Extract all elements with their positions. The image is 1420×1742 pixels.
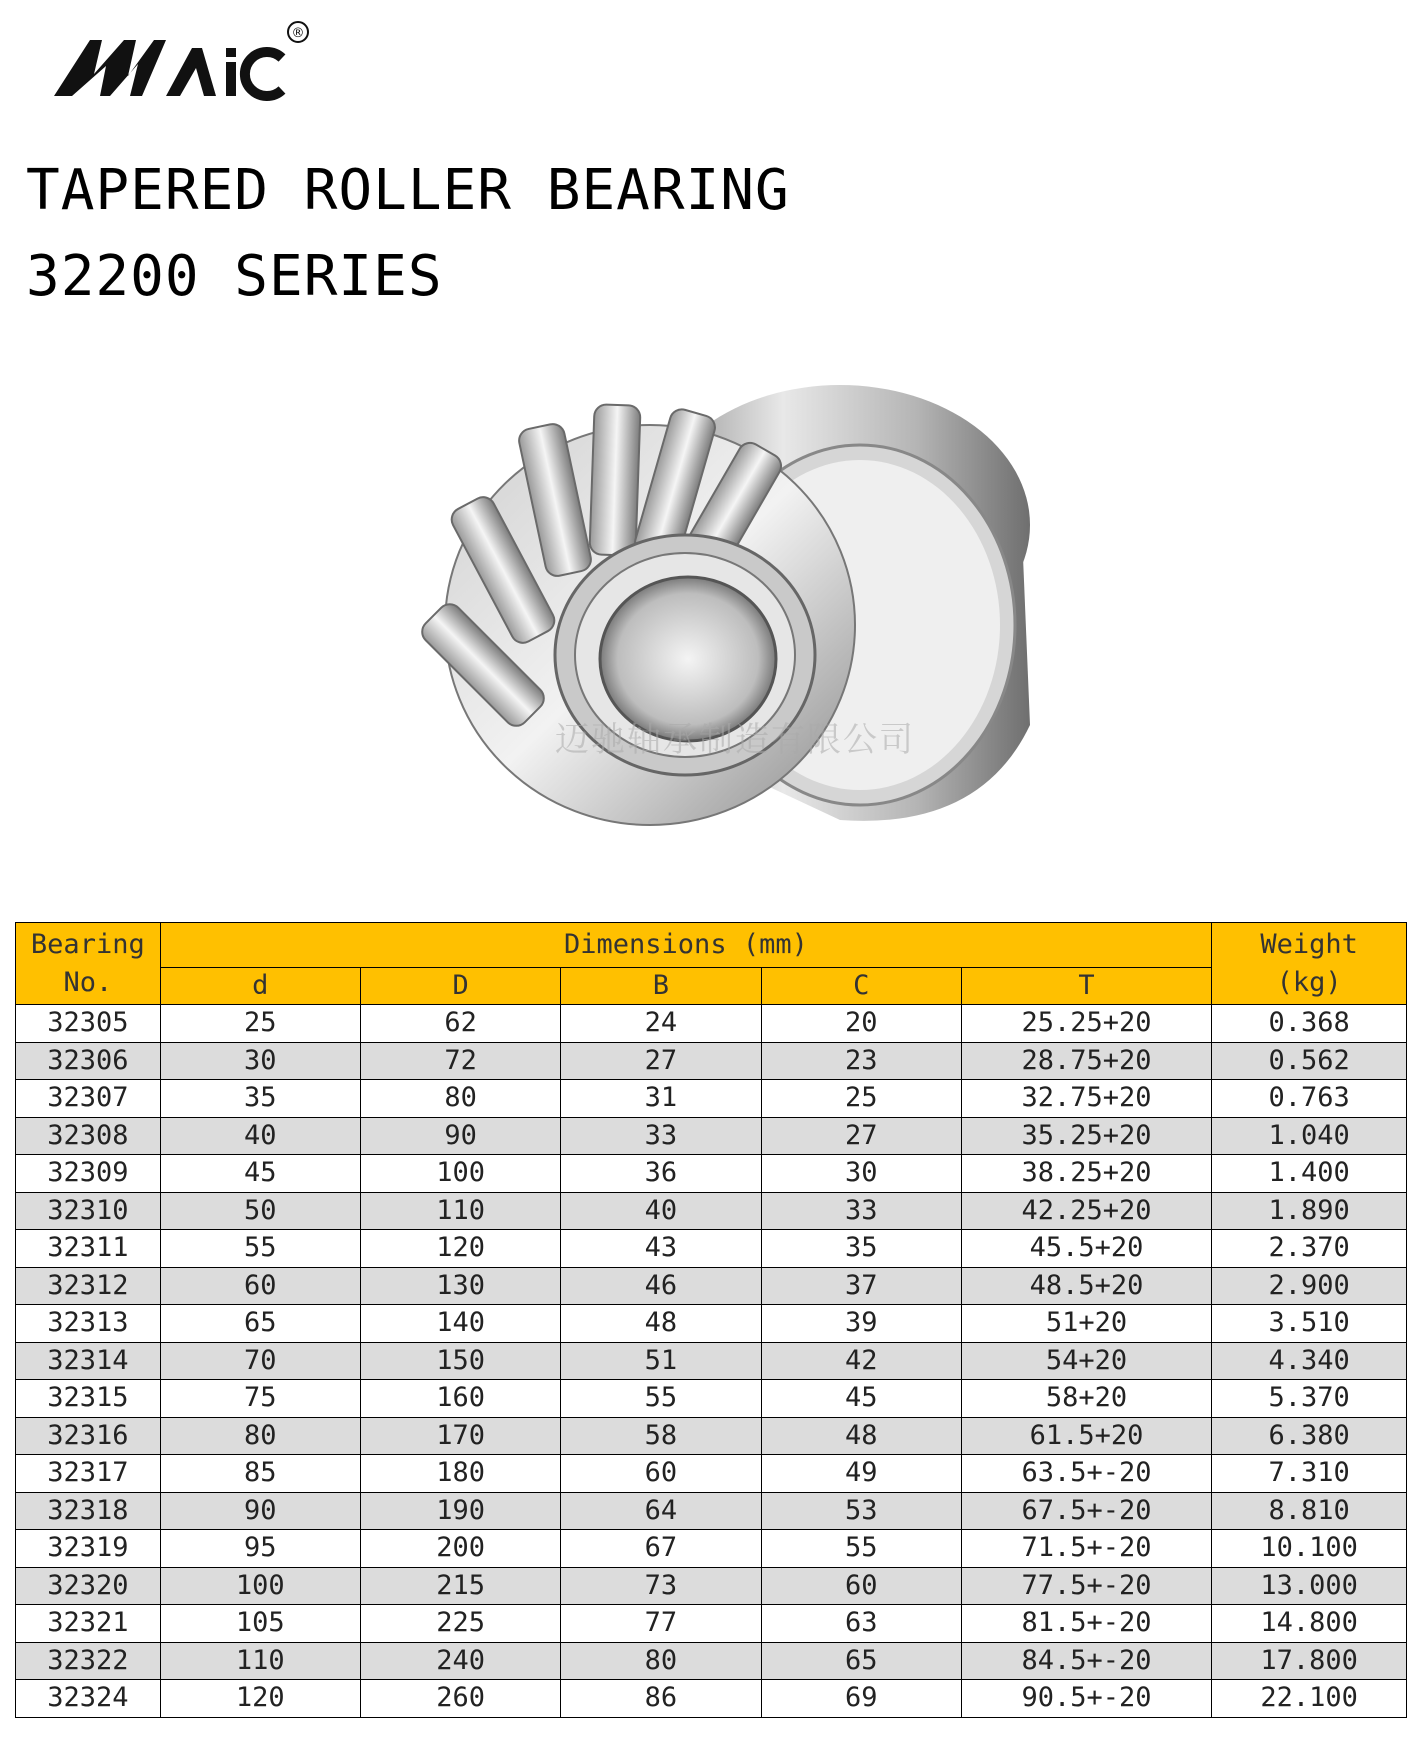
cell-D: 190 bbox=[360, 1492, 560, 1530]
table-row bbox=[16, 1342, 1407, 1380]
cell-D: 160 bbox=[360, 1380, 560, 1418]
cell-weight: 13.000 bbox=[1212, 1567, 1407, 1605]
cell-D: 72 bbox=[360, 1042, 560, 1080]
cell-weight: 0.763 bbox=[1212, 1080, 1407, 1118]
cell-d: 100 bbox=[160, 1567, 360, 1605]
cell-D: 170 bbox=[360, 1417, 560, 1455]
cell-B: 73 bbox=[561, 1567, 761, 1605]
cell-T: 35.25+20 bbox=[961, 1117, 1211, 1155]
header-weight: Weight (kg) bbox=[1212, 923, 1407, 1005]
cell-B: 33 bbox=[561, 1117, 761, 1155]
table-row bbox=[16, 1605, 1407, 1643]
cell-T: 77.5+-20 bbox=[961, 1567, 1211, 1605]
bearing-spec-table bbox=[15, 922, 1407, 1718]
table-row bbox=[16, 1230, 1407, 1268]
tapered-roller-bearing-image bbox=[420, 325, 1120, 900]
cell-T: 84.5+-20 bbox=[961, 1642, 1211, 1680]
watermark-text: 迈驰轴承制造有限公司 bbox=[555, 720, 915, 760]
cell-T: 63.5+-20 bbox=[961, 1455, 1211, 1493]
header-dimensions: Dimensions (mm) bbox=[160, 923, 1212, 968]
cell-D: 240 bbox=[360, 1642, 560, 1680]
header-col-B: B bbox=[561, 968, 761, 1005]
cell-C: 27 bbox=[761, 1117, 961, 1155]
cell-C: 65 bbox=[761, 1642, 961, 1680]
cell-bearing-no: 32321 bbox=[16, 1605, 161, 1643]
cell-B: 77 bbox=[561, 1605, 761, 1643]
table-row bbox=[16, 1642, 1407, 1680]
cell-d: 60 bbox=[160, 1267, 360, 1305]
cell-D: 62 bbox=[360, 1005, 560, 1043]
cell-bearing-no: 32309 bbox=[16, 1155, 161, 1193]
cell-weight: 8.810 bbox=[1212, 1492, 1407, 1530]
cell-C: 37 bbox=[761, 1267, 961, 1305]
header-col-d: d bbox=[160, 968, 360, 1005]
cell-weight: 2.370 bbox=[1212, 1230, 1407, 1268]
cell-C: 49 bbox=[761, 1455, 961, 1493]
cell-bearing-no: 32324 bbox=[16, 1680, 161, 1718]
cell-d: 95 bbox=[160, 1530, 360, 1568]
cell-d: 75 bbox=[160, 1380, 360, 1418]
cell-D: 80 bbox=[360, 1080, 560, 1118]
table-row bbox=[16, 1680, 1407, 1718]
cell-weight: 1.890 bbox=[1212, 1192, 1407, 1230]
cell-d: 70 bbox=[160, 1342, 360, 1380]
cell-weight: 3.510 bbox=[1212, 1305, 1407, 1343]
cell-D: 180 bbox=[360, 1455, 560, 1493]
table-row bbox=[16, 1492, 1407, 1530]
cell-weight: 0.368 bbox=[1212, 1005, 1407, 1043]
cell-T: 42.25+20 bbox=[961, 1192, 1211, 1230]
cell-C: 23 bbox=[761, 1042, 961, 1080]
header-col-T: T bbox=[961, 968, 1211, 1005]
cell-D: 260 bbox=[360, 1680, 560, 1718]
cell-T: 45.5+20 bbox=[961, 1230, 1211, 1268]
bearing-photo bbox=[420, 325, 1120, 900]
table-row bbox=[16, 1192, 1407, 1230]
cell-B: 60 bbox=[561, 1455, 761, 1493]
cell-D: 130 bbox=[360, 1267, 560, 1305]
table-row bbox=[16, 1117, 1407, 1155]
cell-D: 100 bbox=[360, 1155, 560, 1193]
cell-B: 67 bbox=[561, 1530, 761, 1568]
cell-bearing-no: 32319 bbox=[16, 1530, 161, 1568]
cell-d: 55 bbox=[160, 1230, 360, 1268]
cell-T: 28.75+20 bbox=[961, 1042, 1211, 1080]
cell-C: 53 bbox=[761, 1492, 961, 1530]
cell-weight: 10.100 bbox=[1212, 1530, 1407, 1568]
cell-bearing-no: 32312 bbox=[16, 1267, 161, 1305]
cell-d: 25 bbox=[160, 1005, 360, 1043]
cell-d: 50 bbox=[160, 1192, 360, 1230]
cell-d: 80 bbox=[160, 1417, 360, 1455]
cell-weight: 7.310 bbox=[1212, 1455, 1407, 1493]
cell-bearing-no: 32322 bbox=[16, 1642, 161, 1680]
cell-T: 48.5+20 bbox=[961, 1267, 1211, 1305]
cell-bearing-no: 32305 bbox=[16, 1005, 161, 1043]
cell-weight: 1.400 bbox=[1212, 1155, 1407, 1193]
cell-T: 51+20 bbox=[961, 1305, 1211, 1343]
cell-C: 45 bbox=[761, 1380, 961, 1418]
cell-B: 46 bbox=[561, 1267, 761, 1305]
cell-D: 90 bbox=[360, 1117, 560, 1155]
cell-d: 65 bbox=[160, 1305, 360, 1343]
cell-B: 40 bbox=[561, 1192, 761, 1230]
table-row bbox=[16, 1417, 1407, 1455]
cell-B: 36 bbox=[561, 1155, 761, 1193]
cell-C: 69 bbox=[761, 1680, 961, 1718]
cell-B: 43 bbox=[561, 1230, 761, 1268]
cell-weight: 22.100 bbox=[1212, 1680, 1407, 1718]
cell-bearing-no: 32306 bbox=[16, 1042, 161, 1080]
cell-d: 120 bbox=[160, 1680, 360, 1718]
cell-d: 110 bbox=[160, 1642, 360, 1680]
table-row bbox=[16, 1155, 1407, 1193]
cell-weight: 0.562 bbox=[1212, 1042, 1407, 1080]
cell-B: 51 bbox=[561, 1342, 761, 1380]
table-row bbox=[16, 1305, 1407, 1343]
cell-C: 20 bbox=[761, 1005, 961, 1043]
cell-T: 90.5+-20 bbox=[961, 1680, 1211, 1718]
brand-logo bbox=[50, 18, 310, 108]
page-title bbox=[26, 148, 790, 320]
cell-weight: 5.370 bbox=[1212, 1380, 1407, 1418]
cell-bearing-no: 32317 bbox=[16, 1455, 161, 1493]
table-row bbox=[16, 1005, 1407, 1043]
table-row bbox=[16, 1042, 1407, 1080]
cell-C: 55 bbox=[761, 1530, 961, 1568]
cell-d: 45 bbox=[160, 1155, 360, 1193]
header-bearing-no: Bearing No. bbox=[16, 923, 161, 1005]
cell-B: 86 bbox=[561, 1680, 761, 1718]
cell-bearing-no: 32314 bbox=[16, 1342, 161, 1380]
cell-d: 105 bbox=[160, 1605, 360, 1643]
cell-B: 58 bbox=[561, 1417, 761, 1455]
cell-bearing-no: 32318 bbox=[16, 1492, 161, 1530]
cell-C: 33 bbox=[761, 1192, 961, 1230]
cell-T: 61.5+20 bbox=[961, 1417, 1211, 1455]
cell-C: 42 bbox=[761, 1342, 961, 1380]
cell-bearing-no: 32308 bbox=[16, 1117, 161, 1155]
cell-d: 35 bbox=[160, 1080, 360, 1118]
cell-T: 58+20 bbox=[961, 1380, 1211, 1418]
cell-T: 54+20 bbox=[961, 1342, 1211, 1380]
table-body bbox=[16, 1005, 1407, 1718]
title-line-1: TAPERED ROLLER BEARING bbox=[26, 158, 790, 223]
cell-bearing-no: 32310 bbox=[16, 1192, 161, 1230]
cell-d: 85 bbox=[160, 1455, 360, 1493]
cell-D: 200 bbox=[360, 1530, 560, 1568]
cell-D: 215 bbox=[360, 1567, 560, 1605]
cell-D: 110 bbox=[360, 1192, 560, 1230]
cell-C: 30 bbox=[761, 1155, 961, 1193]
cell-C: 25 bbox=[761, 1080, 961, 1118]
cell-bearing-no: 32311 bbox=[16, 1230, 161, 1268]
cell-C: 35 bbox=[761, 1230, 961, 1268]
cell-B: 80 bbox=[561, 1642, 761, 1680]
cell-B: 55 bbox=[561, 1380, 761, 1418]
table-row bbox=[16, 1380, 1407, 1418]
header-col-C: C bbox=[761, 968, 961, 1005]
maic-logo-icon bbox=[50, 18, 310, 108]
cell-D: 150 bbox=[360, 1342, 560, 1380]
cell-d: 40 bbox=[160, 1117, 360, 1155]
cell-weight: 17.800 bbox=[1212, 1642, 1407, 1680]
cell-D: 120 bbox=[360, 1230, 560, 1268]
cell-weight: 1.040 bbox=[1212, 1117, 1407, 1155]
cell-weight: 14.800 bbox=[1212, 1605, 1407, 1643]
cell-C: 63 bbox=[761, 1605, 961, 1643]
cell-D: 225 bbox=[360, 1605, 560, 1643]
cell-B: 31 bbox=[561, 1080, 761, 1118]
cell-B: 27 bbox=[561, 1042, 761, 1080]
cell-bearing-no: 32307 bbox=[16, 1080, 161, 1118]
cell-C: 48 bbox=[761, 1417, 961, 1455]
cell-D: 140 bbox=[360, 1305, 560, 1343]
cell-T: 67.5+-20 bbox=[961, 1492, 1211, 1530]
title-line-2: 32200 SERIES bbox=[26, 244, 443, 309]
cell-bearing-no: 32315 bbox=[16, 1380, 161, 1418]
cell-T: 32.75+20 bbox=[961, 1080, 1211, 1118]
cell-bearing-no: 32316 bbox=[16, 1417, 161, 1455]
table-row bbox=[16, 1567, 1407, 1605]
cell-d: 90 bbox=[160, 1492, 360, 1530]
registered-mark: ® bbox=[291, 26, 305, 41]
cell-weight: 6.380 bbox=[1212, 1417, 1407, 1455]
cell-bearing-no: 32320 bbox=[16, 1567, 161, 1605]
header-col-D: D bbox=[360, 968, 560, 1005]
cell-B: 64 bbox=[561, 1492, 761, 1530]
cell-T: 25.25+20 bbox=[961, 1005, 1211, 1043]
cell-weight: 4.340 bbox=[1212, 1342, 1407, 1380]
cell-T: 81.5+-20 bbox=[961, 1605, 1211, 1643]
cell-B: 24 bbox=[561, 1005, 761, 1043]
cell-d: 30 bbox=[160, 1042, 360, 1080]
cell-T: 38.25+20 bbox=[961, 1155, 1211, 1193]
cell-T: 71.5+-20 bbox=[961, 1530, 1211, 1568]
cell-B: 48 bbox=[561, 1305, 761, 1343]
cell-C: 39 bbox=[761, 1305, 961, 1343]
table-row bbox=[16, 1267, 1407, 1305]
table-row bbox=[16, 1455, 1407, 1493]
table-row bbox=[16, 1530, 1407, 1568]
cell-bearing-no: 32313 bbox=[16, 1305, 161, 1343]
table-row bbox=[16, 1080, 1407, 1118]
cell-C: 60 bbox=[761, 1567, 961, 1605]
cell-weight: 2.900 bbox=[1212, 1267, 1407, 1305]
